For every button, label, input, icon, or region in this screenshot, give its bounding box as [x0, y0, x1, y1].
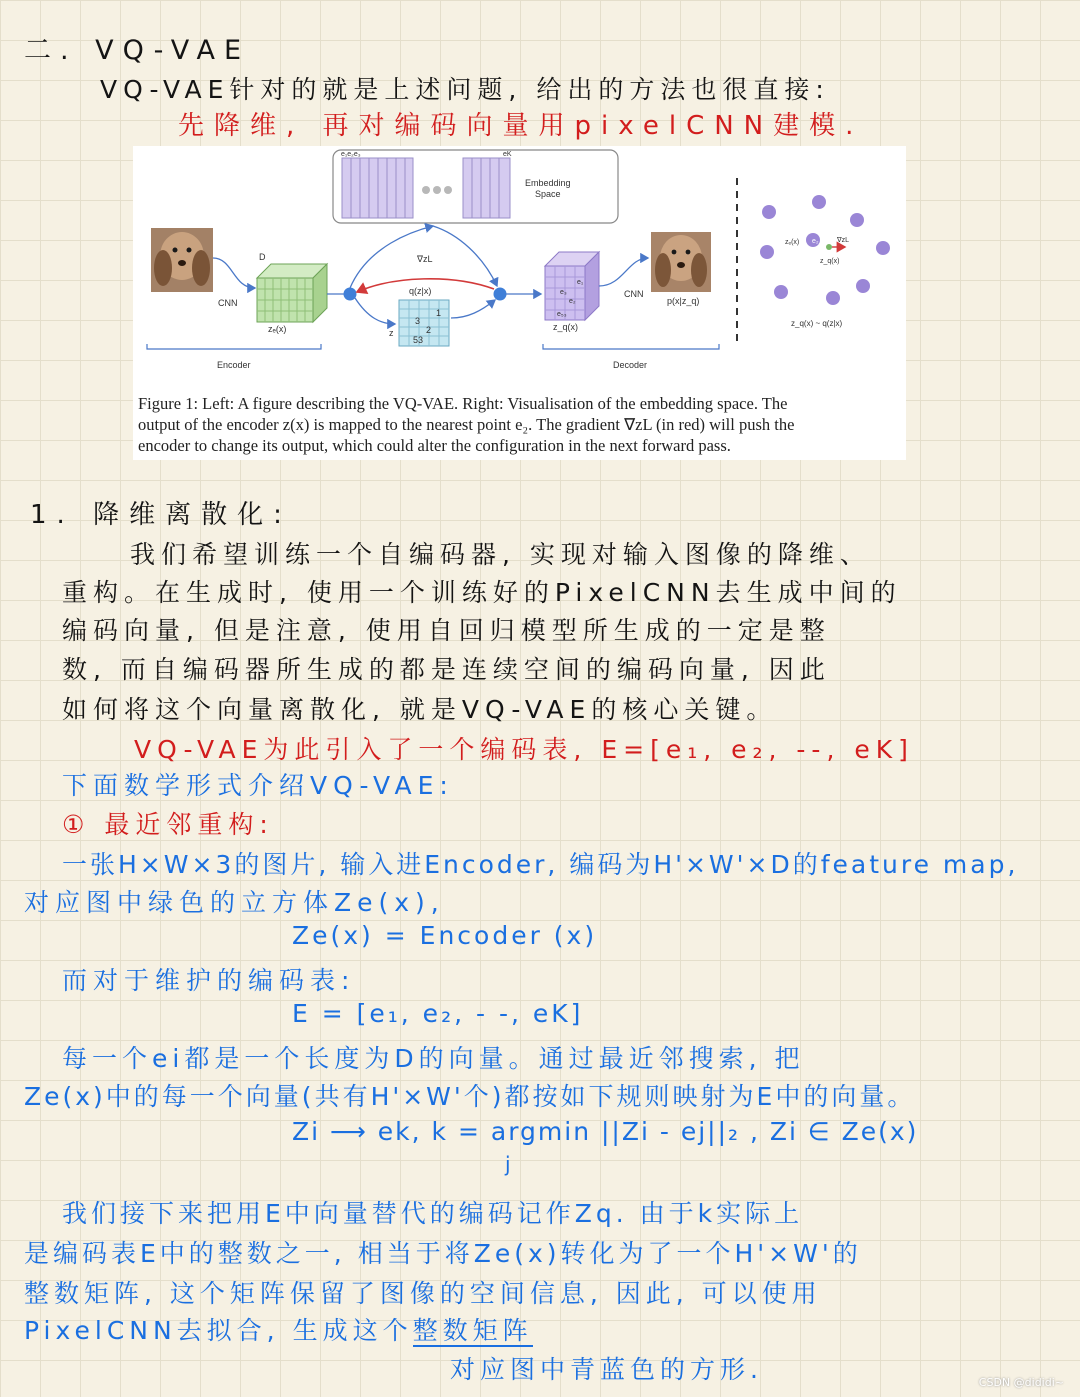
paragraph-1-line-3: 编码向量, 但是注意, 使用自回归模型所生成的一定是整	[62, 616, 831, 645]
codebook-intro-line: VQ-VAE为此引入了一个编码表, E=[e₁, e₂, --, eK]	[134, 735, 914, 764]
ze-node	[344, 288, 357, 301]
embedding-label-1: Embedding	[525, 178, 571, 188]
intro-line: VQ-VAE针对的就是上述问题, 给出的方法也很直接:	[100, 75, 830, 104]
math-intro-line: 下面数学形式介绍VQ-VAE:	[62, 771, 454, 800]
blue-line-4: 每一个ei都是一个长度为D的向量。通过最近邻搜索, 把	[62, 1044, 805, 1073]
figure-caption	[138, 393, 903, 456]
paragraph-1-line-2: 重构。在生成时, 使用一个训练好的PixelCNN去生成中间的	[62, 578, 902, 607]
vqvae-figure	[133, 146, 906, 460]
codebook-right	[463, 158, 510, 218]
heading: 二. VQ-VAE	[24, 35, 251, 66]
d-label: D	[259, 252, 266, 262]
cnn-right-label: CNN	[624, 289, 644, 299]
caption-line-3: encoder to change its output, which could alter the configuration in the next forward pass.	[138, 436, 731, 455]
paragraph-1-line-4: 数, 而自编码器所生成的都是连续空间的编码向量, 因此	[62, 655, 831, 684]
cube-label-e2: e₂	[569, 298, 576, 305]
grid-num-2: 2	[426, 325, 432, 335]
nn-reconstruction-title: ① 最近邻重构:	[62, 810, 274, 839]
grid-num-53: 53	[413, 335, 424, 345]
z-label: z	[389, 328, 394, 338]
embedding-space-points	[760, 195, 890, 305]
blue-line-8: 整数矩阵, 这个矩阵保留了图像的空间信息, 因此, 可以使用	[24, 1279, 822, 1308]
encoder-cube-green	[257, 264, 327, 322]
q-label: q(z|x)	[409, 286, 432, 296]
ellipsis-dot	[422, 186, 430, 194]
vqvae-diagram	[133, 146, 906, 391]
blue-line-10: 对应图中青蓝色的方形.	[450, 1355, 763, 1384]
caption-line-2: output of the encoder z(x) is mapped to the nearest point e₂. The gradient ∇zL (in red) will push the	[138, 415, 795, 434]
output-dog-image	[651, 232, 711, 292]
input-dog-image	[151, 228, 213, 292]
paragraph-1-line-5: 如何将这个向量离散化, 就是VQ-VAE的核心关键。	[62, 695, 778, 724]
blue-line-9-start: PixelCNN去拟合, 生成这个	[24, 1316, 413, 1345]
ze-point	[826, 244, 832, 250]
blue-line-1: 一张H×W×3的图片, 输入进Encoder, 编码为H'×W'×D的feature map,	[62, 850, 1019, 879]
cube-label-e1: e₁	[577, 279, 584, 286]
zq-label: z_q(x)	[553, 322, 579, 332]
equation-argmin-subscript: j	[505, 1152, 511, 1176]
cube-label-e3: e₃	[560, 289, 567, 296]
blue-line-2: 对应图中绿色的立方体Ze(x),	[24, 888, 445, 917]
ellipsis-dot	[433, 186, 441, 194]
blue-line-5: Ze(x)中的每一个向量(共有H'×W'个)都按如下规则映射为E中的向量。	[24, 1082, 916, 1111]
paragraph-1-line-1: 我们希望训练一个自编码器, 实现对输入图像的降维、	[130, 540, 871, 569]
p-label: p(x|z_q)	[667, 296, 700, 306]
blue-line-6: 我们接下来把用E中向量替代的编码记作Zq. 由于k实际上	[62, 1199, 804, 1228]
ze-label: zₑ(x)	[268, 324, 287, 334]
equation-encoder: Ze(x) = Encoder (x)	[292, 921, 598, 950]
integer-matrix-underlined: 整数矩阵	[412, 1316, 533, 1345]
cube-label-e53: e₅₃	[557, 311, 567, 318]
grid-num-1: 1	[436, 308, 442, 318]
caption-line-1: Figure 1: Left: A figure describing the VQ-VAE. Right: Visualisation of the embedding space. The	[138, 394, 788, 413]
right-grad-label: ∇zL	[837, 237, 850, 244]
right-ze-label: zₑ(x)	[785, 239, 800, 246]
zq-node	[494, 288, 507, 301]
codebook-top-label: e₁e₂e₃	[341, 151, 361, 158]
section-1-title: 1. 降维离散化:	[30, 500, 292, 530]
right-zq-label: z_q(x)	[820, 258, 840, 265]
watermark: CSDN @dididi~	[978, 1376, 1064, 1389]
equation-codebook: E = [e₁, e₂, - -, eK]	[292, 999, 584, 1028]
embedding-label-2: Space	[535, 189, 561, 199]
index-grid	[399, 300, 449, 346]
encoder-label: Encoder	[217, 360, 251, 370]
grad-label: ∇zL	[417, 254, 433, 264]
right-e2-label: e₂	[812, 238, 819, 245]
blue-line-7: 是编码表E中的整数之一, 相当于将Ze(x)转化为了一个H'×W'的	[24, 1239, 862, 1268]
decoder-cube-purple	[545, 252, 599, 320]
blue-line-3: 而对于维护的编码表:	[62, 966, 356, 995]
equation-argmin: Zi ⟶ ek, k = argmin ||Zi - ej||₂ , Zi ∈ Ze(x)	[292, 1117, 919, 1146]
blue-line-9	[24, 1311, 533, 1347]
cnn-left-label: CNN	[218, 298, 238, 308]
codebook-left	[342, 158, 413, 218]
codebook-k-label: eK	[503, 151, 512, 158]
ellipsis-dot	[444, 186, 452, 194]
grid-num-3: 3	[415, 316, 421, 326]
decoder-label: Decoder	[613, 360, 648, 370]
intro-red-line: 先降维, 再对编码向量用pixelCNN建模.	[178, 111, 864, 141]
right-bottom-label: z_q(x) ~ q(z|x)	[791, 319, 843, 328]
